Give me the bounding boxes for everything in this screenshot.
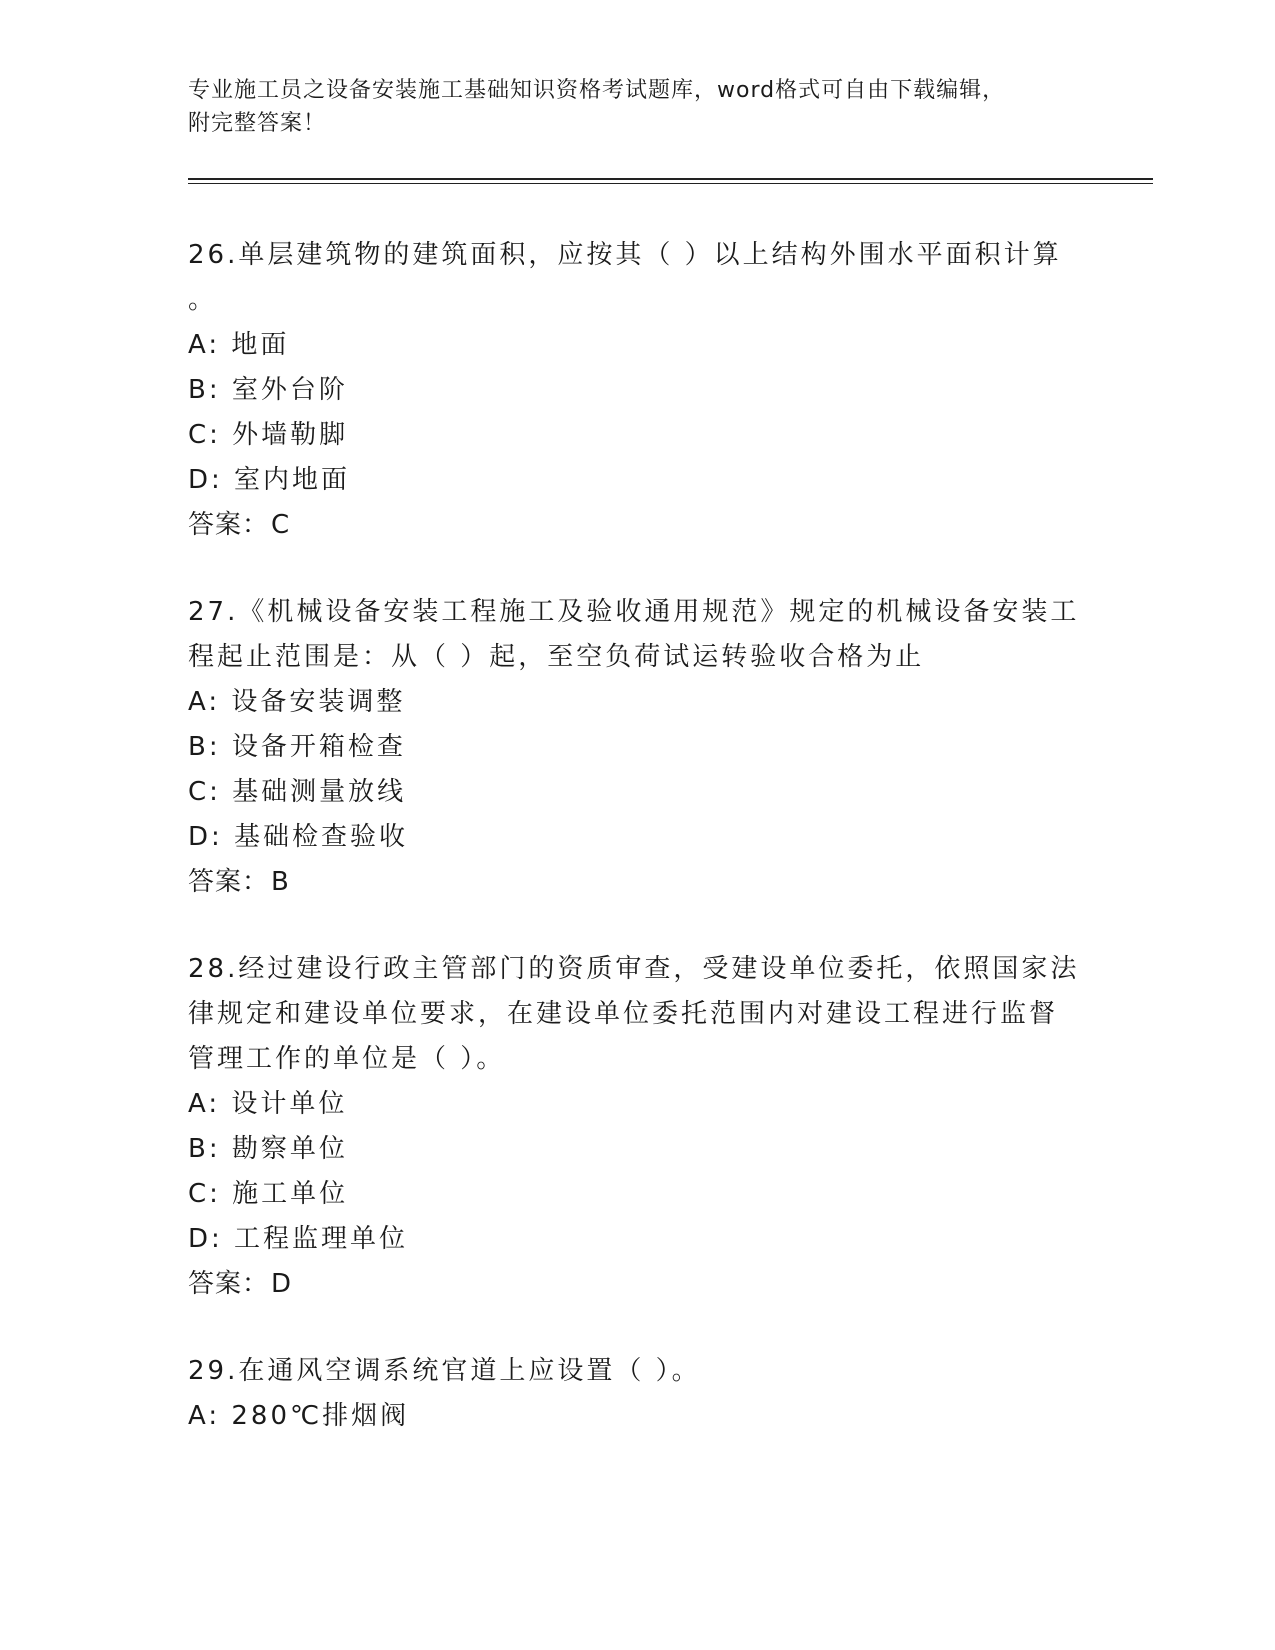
question-26 xyxy=(188,233,1088,548)
question-text-line: 程起止范围是：从（ ）起，至空负荷试运转验收合格为止 xyxy=(188,642,925,672)
question-list xyxy=(188,233,1088,1481)
answer-label: 答案： xyxy=(188,1269,270,1299)
option-a: A: 设备安装调整 xyxy=(188,687,406,717)
option-c: C: 基础测量放线 xyxy=(188,777,407,807)
question-28 xyxy=(188,947,1088,1307)
question-27 xyxy=(188,590,1088,905)
answer-line xyxy=(188,1262,1088,1307)
option-a: A: 地面 xyxy=(188,330,290,360)
option-c: C: 施工单位 xyxy=(188,1179,349,1209)
option-a: A: 设计单位 xyxy=(188,1089,348,1119)
answer-value: C xyxy=(271,510,291,540)
question-text-line: 管理工作的单位是（ ）。 xyxy=(188,1044,506,1074)
header-divider-thick xyxy=(188,178,1153,180)
option-b: B: 室外台阶 xyxy=(188,375,348,405)
header-divider-thin xyxy=(188,183,1153,184)
question-text-line: 28.经过建设行政主管部门的资质审查，受建设单位委托，依照国家法 xyxy=(188,954,1080,984)
answer-value: D xyxy=(271,1269,293,1299)
answer-label: 答案： xyxy=(188,867,270,897)
question-text-line: 26.单层建筑物的建筑面积，应按其（ ）以上结构外围水平面积计算 xyxy=(188,240,1062,270)
option-d: D: 基础检查验收 xyxy=(188,822,409,852)
answer-label: 答案： xyxy=(188,510,270,540)
option-b: B: 设备开箱检查 xyxy=(188,732,406,762)
answer-value: B xyxy=(271,867,290,897)
option-b: B: 勘察单位 xyxy=(188,1134,348,1164)
option-a: A: 280℃排烟阀 xyxy=(188,1401,410,1431)
document-header xyxy=(188,74,1068,140)
question-text-line: 27.《机械设备安装工程施工及验收通用规范》规定的机械设备安装工 xyxy=(188,597,1080,627)
header-line-1: 专业施工员之设备安装施工基础知识资格考试题库，word格式可自由下载编辑， xyxy=(188,78,1006,103)
question-29 xyxy=(188,1349,1088,1439)
option-c: C: 外墙勒脚 xyxy=(188,420,349,450)
option-d: D: 工程监理单位 xyxy=(188,1224,409,1254)
option-d: D: 室内地面 xyxy=(188,465,351,495)
question-text-line: 律规定和建设单位要求，在建设单位委托范围内对建设工程进行监督 xyxy=(188,999,1059,1029)
question-text-line: 。 xyxy=(188,285,218,315)
answer-line xyxy=(188,860,1088,905)
header-line-2: 附完整答案！ xyxy=(188,111,327,136)
question-text-line: 29.在通风空调系统官道上应设置（ ）。 xyxy=(188,1356,701,1386)
answer-line xyxy=(188,503,1088,548)
